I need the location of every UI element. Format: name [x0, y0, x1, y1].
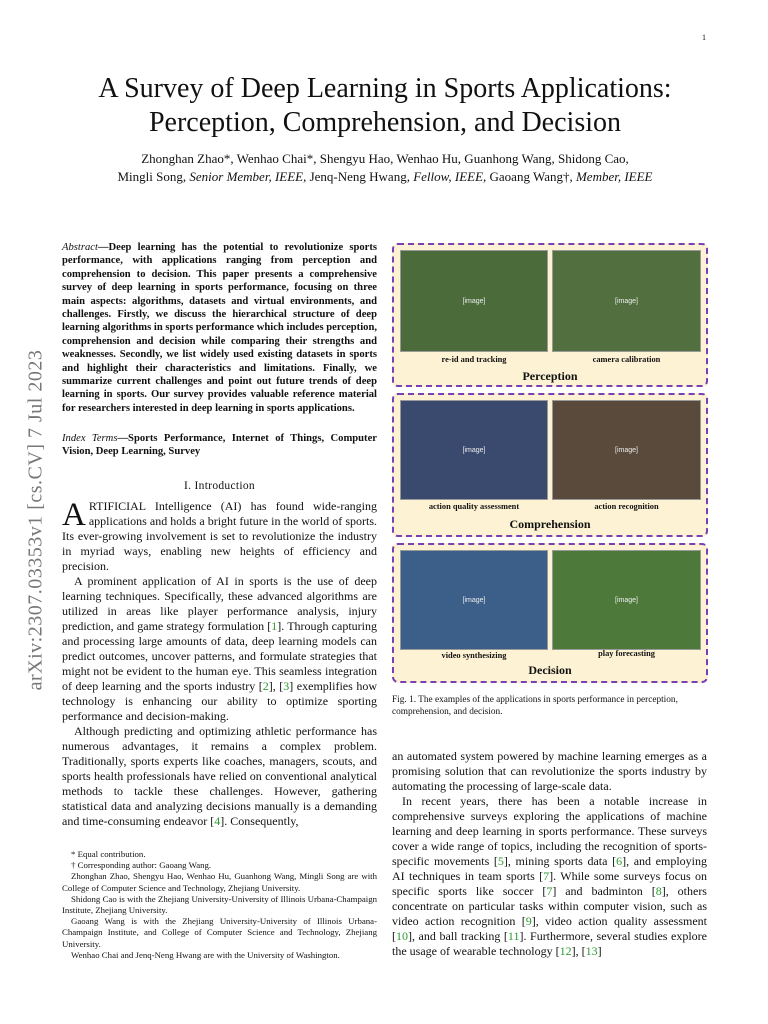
- section-heading: I. Introduction: [184, 480, 255, 492]
- caption-play-forecasting: play forecasting: [598, 649, 655, 658]
- paper-title: A Survey of Deep Learning in Sports Applications: Perception, Comprehension, and Decision: [98, 73, 672, 138]
- author-list: Zhonghan Zhao*, Wenhao Chai*, Shengyu Hao, Wenhao Hu, Guanhong Wang, Shidong Cao, Mingli Song, Senior Member, IEEE, Jenq-Neng Hwang, Fellow, IEEE, Gaoang Wang†, Member, IEEE: [117, 151, 653, 184]
- decision-label: Decision: [528, 663, 572, 677]
- citation-link[interactable]: 12: [559, 944, 572, 958]
- arxiv-identifier: arXiv:2307.03353v1 [cs.CV] 7 Jul 2023: [24, 349, 47, 691]
- citation-link[interactable]: 6: [616, 854, 623, 868]
- introduction-text: ARTIFICIAL Intelligence (AI) has found wide-ranging applications and holds a bright future in the world of sports. Its ever-growing involvement is set to revolutionize the industry in myriad ways, enabling new heights of efficiency and precision. A prominent application of AI in sports is the use of deep learning techniques. Specifically, these advanced algorithms are utilized in areas like player performance analysis, injury prediction, and game strategy formulation [1]. Through capturing and processing large amounts of data, deep learning models can predict outcomes, uncover patterns, and formulate strategies that might not be evident to the human eye. This seamless integration of deep learning and the sports industry [2], [3] exemplifies how technology is enhancing our ability to optimize sporting performance and decision-making. Although predicting and optimizing athletic performance has numerous advantages, it remains a complex problem. Traditionally, sports experts like coaches, managers, scouts, and sports health professionals have relied on conventional analytical methods to tackle these challenges. However, gathering statistical data and analyzing decisions manually is a demanding and time-consuming endeavor [4]. Consequently,: [62, 497, 377, 828]
- citation-link[interactable]: 11: [507, 929, 520, 943]
- figure-caption: Fig. 1. The examples of the applications in sports performance in perception, comprehension, and decision.: [392, 695, 678, 717]
- footnotes: * Equal contribution. † Corresponding author: Gaoang Wang. Zhonghan Zhao, Shengyu Hao, Wenhao Hu, Guanhong Wang, Mingli Song are with College of Computer Science and Technology, Zhejiang University. Shidong Cao is with the Zhejiang University-University of Illinois Urbana-Champaign Institute, Zhejiang University. Gaoang Wang is with the Zhejiang University-University of Illinois Urbana-Champaign Institute, and College of Computer Science and Technology, Zhejiang University. Wenhao Chai and Jenq-Neng Hwang are with the University of Washington.: [62, 849, 377, 960]
- right-column-text: an automated system powered by machine learning emerges as a promising solution that can revolutionize the sports industry by automating the processing of large-scale data. In recent years, there has been a notable increase in comprehensive surveys exploring the applications of machine learning and deep learning in sports performance. These surveys cover a wide range of topics, including the recognition of sports-specific movements [5], mining sports data [6], and employing AI techniques in team sports [7]. While some surveys focus on specific sports like soccer [7] and badminton [8], others concentrate on particular tasks within computer vision, such as video action recognition [9], video action quality assessment [10], and ball tracking [11]. Furthermore, several studies explore the usage of wearable technology [12], [13]: [392, 749, 708, 958]
- drop-cap: A: [62, 497, 86, 533]
- action-quality-image: [image]: [400, 400, 548, 500]
- comprehension-panel: [392, 393, 708, 537]
- citation-link[interactable]: 2: [262, 679, 269, 693]
- figure-1: [392, 243, 708, 683]
- action-recognition-image: [image]: [552, 400, 701, 500]
- caption-action-quality: action quality assessment: [428, 502, 520, 511]
- citation-link[interactable]: 5: [497, 854, 504, 868]
- perception-panel: [392, 243, 708, 387]
- citation-link[interactable]: 8: [655, 884, 662, 898]
- citation-link[interactable]: 9: [525, 914, 532, 928]
- index-terms: Index Terms—Sports Performance, Internet of Things, Computer Vision, Deep Learning, Survey: [62, 433, 377, 458]
- decision-panel: [392, 543, 708, 683]
- citation-link[interactable]: 1: [271, 619, 278, 633]
- citation-link[interactable]: 4: [214, 814, 221, 828]
- re-id-tracking-image: [image]: [400, 250, 548, 352]
- citation-link[interactable]: 7: [546, 884, 553, 898]
- caption-video-synthesizing: video synthesizing: [441, 651, 507, 660]
- citation-link[interactable]: 13: [585, 944, 598, 958]
- citation-link[interactable]: 3: [283, 679, 290, 693]
- perception-label: Perception: [522, 369, 578, 383]
- video-synthesizing-image: [image]: [400, 550, 548, 650]
- camera-calibration-image: [image]: [552, 250, 701, 352]
- caption-re-id-tracking: re-id and tracking: [441, 355, 507, 364]
- caption-camera-calibration: camera calibration: [592, 355, 661, 364]
- comprehension-label: Comprehension: [509, 517, 591, 531]
- citation-link[interactable]: 10: [396, 929, 408, 943]
- play-forecasting-image: [image]: [552, 550, 701, 650]
- page-number: 1: [702, 33, 706, 42]
- abstract: Abstract—Deep learning has the potential to revolutionize sports performance, with applications ranging from perception and comprehension to decision. This paper presents a comprehensive survey of deep learning in sports performance, focusing on three main aspects: algorithms, datasets and virtual environments, and challenges. Firstly, we discuss the hierarchical structure of deep learning algorithms in sports performance which includes perception, comprehension and decision while comparing their strengths and weaknesses. Secondly, we list widely used existing datasets in sports and highlight their characteristics and limitations. Finally, we summarize current challenges and point out future trends of deep learning in sports. Our survey provides valuable reference material for researchers interested in deep learning in sports applications.: [62, 242, 377, 414]
- citation-link[interactable]: 7: [543, 869, 550, 883]
- caption-action-recognition: action recognition: [594, 502, 659, 511]
